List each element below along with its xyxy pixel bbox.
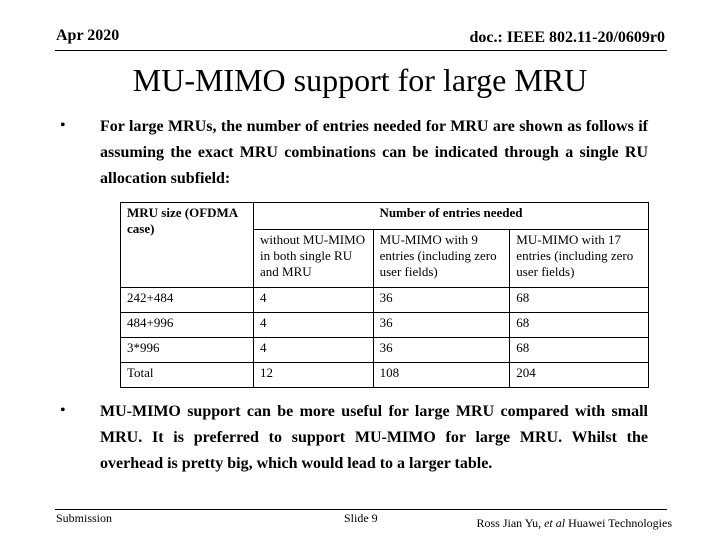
column-header: MU-MIMO with 9 entries (including zero user fields) <box>373 230 510 288</box>
entries-group-header: Number of entries needed <box>254 203 649 230</box>
footer-author-etal: et al <box>544 516 566 530</box>
cell-value: 4 <box>254 288 374 313</box>
entries-table <box>120 202 649 388</box>
bullet-marker: • <box>60 117 66 134</box>
header-divider <box>55 50 667 51</box>
cell-value: 204 <box>510 363 649 388</box>
row-size: Total <box>121 363 254 388</box>
cell-value: 4 <box>254 338 374 363</box>
column-header: MU-MIMO with 17 entries (including zero user fields) <box>510 230 649 288</box>
table-row-total <box>121 363 649 388</box>
cell-value: 4 <box>254 313 374 338</box>
table-row <box>121 288 649 313</box>
footer-author-affiliation: Huawei Technologies <box>565 516 672 530</box>
header-date: Apr 2020 <box>56 27 120 44</box>
header-doc-id: doc.: IEEE 802.11-20/0609r0 <box>469 29 665 46</box>
cell-value: 36 <box>373 288 510 313</box>
mru-size-header: MRU size (OFDMA case) <box>121 203 254 288</box>
cell-value: 36 <box>373 338 510 363</box>
cell-value: 68 <box>510 338 649 363</box>
row-size: 3*996 <box>121 338 254 363</box>
cell-value: 12 <box>254 363 374 388</box>
cell-value: 68 <box>510 288 649 313</box>
footer-divider <box>55 509 667 510</box>
footer-slide-number: Slide 9 <box>344 511 378 525</box>
cell-value: 68 <box>510 313 649 338</box>
cell-value: 108 <box>373 363 510 388</box>
bullet-text-conclusion: MU-MIMO support can be more useful for large MRU compared with small MRU. It is preferred to support MU-MIMO for large MRU. Whilst the overhead is pretty big, which would lead to a larger table. <box>100 403 648 472</box>
footer-author-name: Ross Jian Yu, <box>476 516 545 530</box>
slide-title: MU-MIMO support for large MRU <box>132 62 588 98</box>
table-row <box>121 313 649 338</box>
table-row <box>121 338 649 363</box>
cell-value: 36 <box>373 313 510 338</box>
row-size: 484+996 <box>121 313 254 338</box>
footer-submission: Submission <box>56 511 113 525</box>
row-size: 242+484 <box>121 288 254 313</box>
bullet-marker: • <box>60 402 66 419</box>
footer-author <box>477 516 673 531</box>
column-header: without MU-MIMO in both single RU and MRU <box>254 230 374 288</box>
bullet-text-intro: For large MRUs, the number of entries needed for MRU are shown as follows if assuming the exact MRU combinations can be indicated through a single RU allocation subfield: <box>100 118 648 187</box>
